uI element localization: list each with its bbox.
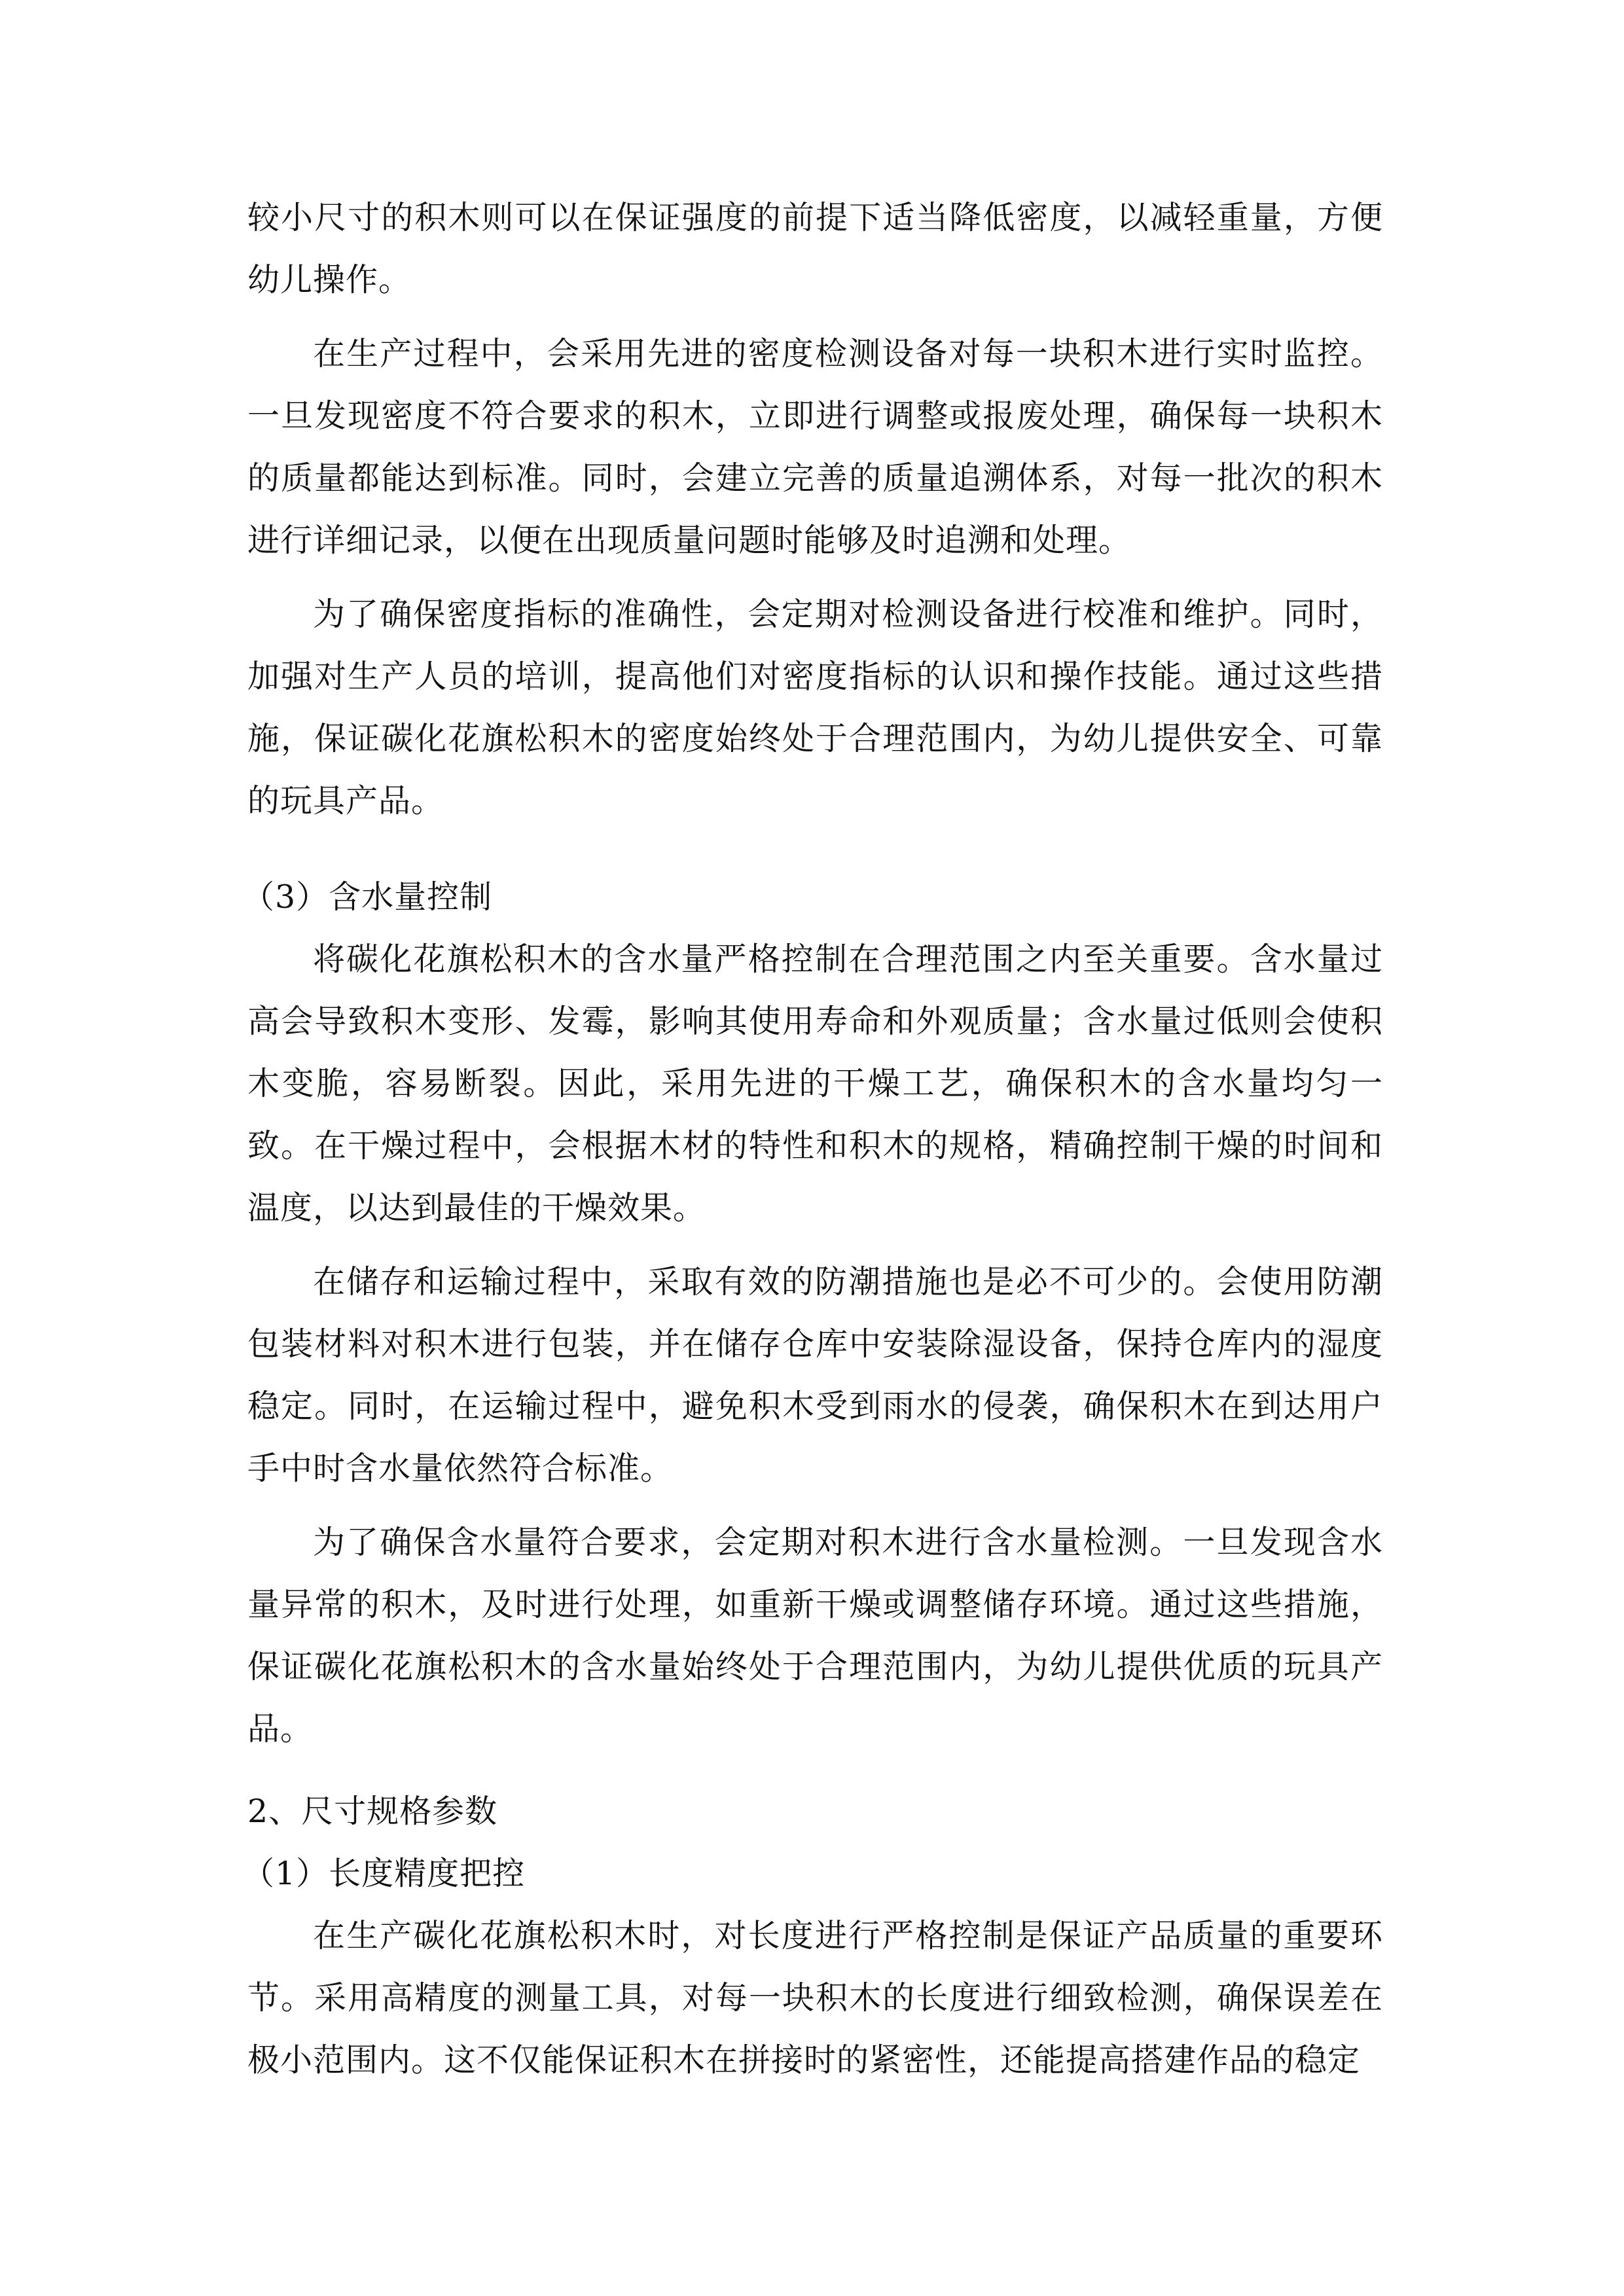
paragraph-moisture-drying: 将碳化花旗松积木的含水量严格控制在合理范围之内至关重要。含水量过高会导致积木变形、发霉，影响其使用寿命和外观质量；含水量过低则会使积木变脆，容易断裂。因此，采用先进的干燥工艺，确保积木的含水量均匀一致。在干燥过程中，会根据木材的特性和积木的规格，精确控制干燥的时间和温度，以达到最佳的干燥效果。 [247, 941, 1383, 1227]
paragraph-length-control: 在生产碳化花旗松积木时，对长度进行严格控制是保证产品质量的重要环节。采用高精度的测量工具，对每一块积木的长度进行细致检测，确保误差在极小范围内。这不仅能保证积木在拼接时的紧密性，还能提高搭建作品的稳定 [247, 1917, 1383, 2079]
text-block-1 [247, 187, 1383, 844]
paragraph-moisture-storage: 在储存和运输过程中，采取有效的防潮措施也是必不可少的。会使用防潮包装材料对积木进行包装，并在储存仓库中安装除湿设备，保持仓库内的湿度稳定。同时，在运输过程中，避免积木受到雨水的侵袭，确保积木在到达用户手中时含水量依然符合标准。 [247, 1263, 1383, 1487]
paragraph-density-weight: 较小尺寸的积木则可以在保证强度的前提下适当降低密度，以减轻重量，方便幼儿操作。 [247, 199, 1383, 298]
paragraph-moisture-testing: 为了确保含水量符合要求，会定期对积木进行含水量检测。一旦发现含水量异常的积木，及时进行处理，如重新干燥或调整储存环境。通过这些措施，保证碳化花旗松积木的含水量始终处于合理范围内，为幼儿提供优质的玩具产品。 [247, 1524, 1383, 1748]
subheading-moisture-control: （3）含水量控制 [242, 878, 493, 916]
text-block-2 [242, 866, 1383, 1772]
heading-size-specs: 2、尺寸规格参数 [247, 1793, 498, 1830]
paragraph-density-calibration: 为了确保密度指标的准确性，会定期对检测设备进行校准和维护。同时，加强对生产人员的培训，提高他们对密度指标的认识和操作技能。通过这些措施，保证碳化花旗松积木的密度始终处于合理范围内，为幼儿提供安全、可靠的玩具产品。 [247, 596, 1383, 819]
subheading-length-precision: （1）长度精度把控 [242, 1855, 526, 1892]
paragraph-density-monitoring: 在生产过程中，会采用先进的密度检测设备对每一块积木进行实时监控。一旦发现密度不符合要求的积木，立即进行调整或报废处理，确保每一块积木的质量都能达到标准。同时，会建立完善的质量追溯体系，对每一批次的积木进行详细记录，以便在出现质量问题时能够及时追溯和处理。 [247, 335, 1383, 559]
text-block-3 [242, 1780, 1383, 2103]
